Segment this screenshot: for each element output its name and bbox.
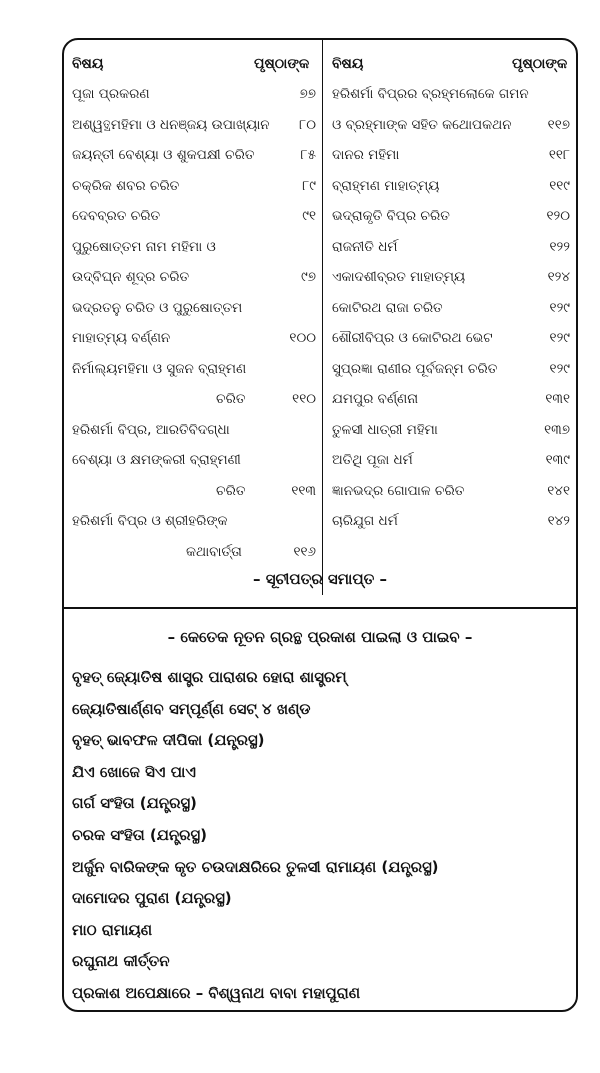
left-toc-entry-title: ପୂଜା ପ୍ରକରଣ: [72, 86, 150, 102]
left-toc-entry-page: ୯୧: [302, 208, 316, 224]
column-separator: [322, 40, 323, 595]
left-toc-entry-title: ଭଦ୍ରତନୁ ଚରିତ ଓ ପୁରୁଷୋତ୍ତମ: [72, 299, 243, 316]
left-toc-entry-page: ୧୧୩: [291, 482, 316, 499]
right-toc-entry-title: ରାଜନୀତି ଧର୍ମ: [332, 238, 398, 255]
right-toc-entry-page: ୧୨୨: [549, 238, 570, 255]
toc-end-note: – ସୂଚୀପତ୍ର ସମାପ୍ତ –: [252, 570, 387, 588]
right-toc-entry-title: ଓ ବ୍ରହ୍ମାଙ୍କ ସହିତ କଥୋପକଥନ: [332, 116, 512, 133]
left-toc-entry-title: ଚକ୍ରିକ ଶବର ଚରିତ: [72, 177, 180, 194]
new-book-item: ଚରକ ସଂହିତା (ଯନ୍ତ୍ରସ୍ଥ): [72, 826, 207, 844]
right-toc-entry-title: ଦାନର ମହିମା: [332, 147, 400, 163]
table-of-contents: [64, 40, 576, 595]
left-toc-entry-title: ହରିଶର୍ମା ବିପ୍ର, ଆରତିବିଦଗ୍ଧା: [72, 421, 230, 438]
right-toc-entry-page: ୧୨୯: [549, 330, 570, 346]
left-toc-entry-title: ହରିଶର୍ମା ବିପ୍ର ଓ ଶ୍ରୀହରିଙ୍କ: [72, 513, 228, 529]
left-toc-entry-title: ଚରିତ: [216, 391, 246, 407]
right-toc-entry-title: ବ୍ରାହ୍ମଣ ମାହାତ୍ମ୍ୟ: [332, 177, 440, 194]
right-toc-entry-title: ଏକାଦଶୀବ୍ରତ ମାହାତ୍ମ୍ୟ: [332, 269, 466, 285]
right-toc-entry-page: ୧୪୨: [547, 513, 570, 529]
left-toc-entry-title: ପୁରୁଷୋତ୍ତମ ନାମ ମହିମା ଓ: [72, 238, 216, 255]
right-header-subject: ବିଷୟ: [332, 56, 364, 72]
left-toc-entry-page: ୮୫: [300, 147, 316, 163]
right-toc-entry-title: ଶୌରୀବିପ୍ର ଓ କୋଟିରଥ ଭେଟ: [332, 330, 493, 346]
right-toc-entry-title: ଯମପୁର ବର୍ଣ୍ଣନା: [332, 391, 419, 407]
left-header-subject: ବିଷୟ: [72, 56, 104, 72]
section-divider: [64, 607, 576, 609]
left-toc-entry-page: ୯୭: [301, 269, 316, 285]
right-toc-entry-page: ୧୨୯: [549, 299, 570, 316]
right-header-page: ପୃଷ୍ଠାଙ୍କ: [512, 56, 568, 72]
new-book-item: ରଘୁନାଥ କୀର୍ତ୍ତନ: [72, 952, 170, 971]
right-toc-entry-page: ୧୩୭: [544, 421, 570, 438]
right-toc-entry-page: ୧୨୯: [549, 360, 570, 377]
new-book-item: ବୃହତ୍ ଜ୍ୟୋତିଷ ଶାସ୍ତ୍ର ପାରାଶର ହୋରା ଶାସ୍ତ୍ରମ୍: [72, 668, 347, 686]
left-toc-entry-page: ୧୧୬: [293, 543, 316, 560]
right-toc-entry-title: କୋଟିରଥ ରାଜା ଚରିତ: [332, 299, 443, 316]
new-book-item: ଜ୍ୟୋତିଷାର୍ଣ୍ଣବ ସମ୍ପୂର୍ଣ୍ଣ ସେଟ୍ ୪ ଖଣ୍ଡ: [72, 699, 311, 718]
right-toc-entry-page: ୧୩୧: [545, 391, 570, 407]
right-toc-entry-title: ଅତିଥି ପୂଜା ଧର୍ମ: [332, 452, 413, 468]
left-toc-entry-page: ୮୯: [302, 177, 316, 194]
left-toc-entry-title: ନିର୍ମାଲ୍ୟମହିମା ଓ ସୁଜନ ବ୍ରାହ୍ମଣ: [72, 360, 247, 377]
new-book-item: ପ୍ରକାଶ ଅପେକ୍ଷାରେ – ବିଶ୍ୱନାଥ ବାବା ମହାପୁରାଣ: [72, 984, 361, 1002]
left-toc-entry-page: ୮୦: [299, 116, 316, 133]
new-book-item: ଗର୍ଗ ସଂହିତା (ଯନ୍ତ୍ରସ୍ଥ): [72, 794, 197, 813]
right-toc-entry-page: ୧୧୯: [549, 177, 570, 194]
new-book-item: ଯିଏ ଖୋଜେ ସିଏ ପାଏ: [72, 762, 196, 781]
right-toc-entry-page: ୧୩୯: [545, 452, 570, 468]
right-toc-entry-title: ହରିଶର୍ମା ବିପ୍ରର ବ୍ରହ୍ମଲୋକେ ଗମନ: [332, 86, 529, 102]
left-toc-entry-title: ଦେବବ୍ରତ ଚରିତ: [72, 208, 161, 224]
new-book-item: ଅର୍ଜୁନ ବାରିକଙ୍କ କୃତ ଚଉଦାକ୍ଷରିରେ ତୁଳସୀ ରାମାୟଣ (ଯନ୍ତ୍ରସ୍ଥ): [72, 857, 439, 876]
right-toc-entry-title: ଜ୍ଞାନଭଦ୍ର ଗୋପାଳ ଚରିତ: [332, 482, 465, 499]
left-toc-entry-page: ୧୦୦: [289, 330, 316, 346]
left-toc-entry-title: କଥାବାର୍ତ୍ତା: [186, 543, 242, 560]
left-toc-entry-title: ମାହାତ୍ମ୍ୟ ବର୍ଣ୍ଣନ: [72, 330, 171, 346]
left-toc-entry-title: ଚରିତ: [216, 482, 246, 499]
left-toc-entry-title: ଜୟନ୍ତୀ ବେଶ୍ୟା ଓ ଶୁକପକ୍ଷୀ ଚରିତ: [72, 147, 255, 163]
left-toc-entry-page: ୭୭: [299, 86, 316, 102]
right-toc-entry-page: ୧୧୮: [548, 147, 570, 163]
page-frame: [62, 38, 578, 1012]
new-book-item: ବୃହତ୍ ଭାବଫଳ ଦୀପିକା (ଯନ୍ତ୍ରସ୍ଥ): [72, 731, 265, 750]
right-toc-entry-page: ୧୨୦: [546, 208, 570, 224]
new-book-item: ଦାମୋଦର ପୁରାଣ (ଯନ୍ତ୍ରସ୍ଥ): [72, 889, 232, 908]
right-toc-entry-title: ସୁପ୍ରଜ୍ଞା ରାଣୀର ପୂର୍ବଜନ୍ମ ଚରିତ: [332, 360, 498, 377]
left-toc-entry-page: ୧୧୦: [292, 391, 316, 407]
right-toc-entry-page: ୧୨୪: [547, 269, 570, 285]
right-toc-entry-title: ତୁଳସୀ ଧାତ୍ରୀ ମହିମା: [332, 421, 438, 438]
left-header-page: ପୃଷ୍ଠାଙ୍କ: [254, 56, 310, 72]
new-books-title: – କେତେକ ନୂତନ ଗ୍ରନ୍ଥ ପ୍ରକାଶ ପାଇଲା ଓ ପାଇବ –: [167, 628, 473, 646]
right-toc-entry-title: ଚାରିଯୁଗ ଧର୍ମ: [332, 513, 398, 529]
new-book-item: ମାଠ ରାମାୟଣ: [72, 920, 153, 939]
left-toc-entry-title: ଉଦ୍‌ବିଘ୍ନ ଶୂଦ୍ର ଚରିତ: [72, 269, 190, 285]
left-toc-entry-title: ଅଶ୍ୱତ୍ଥମହିମା ଓ ଧନଞ୍ଜୟ ଉପାଖ୍ୟାନ: [72, 116, 270, 133]
left-toc-entry-title: ବେଶ୍ୟା ଓ କ୍ଷମଙ୍କରୀ ବ୍ରାହ୍ମଣୀ: [72, 452, 241, 468]
right-toc-entry-page: ୧୧୭: [547, 116, 570, 133]
right-toc-entry-title: ଭଦ୍ରାକୃତି ବିପ୍ର ଚରିତ: [332, 208, 450, 224]
right-toc-entry-page: ୧୪୧: [547, 482, 570, 499]
